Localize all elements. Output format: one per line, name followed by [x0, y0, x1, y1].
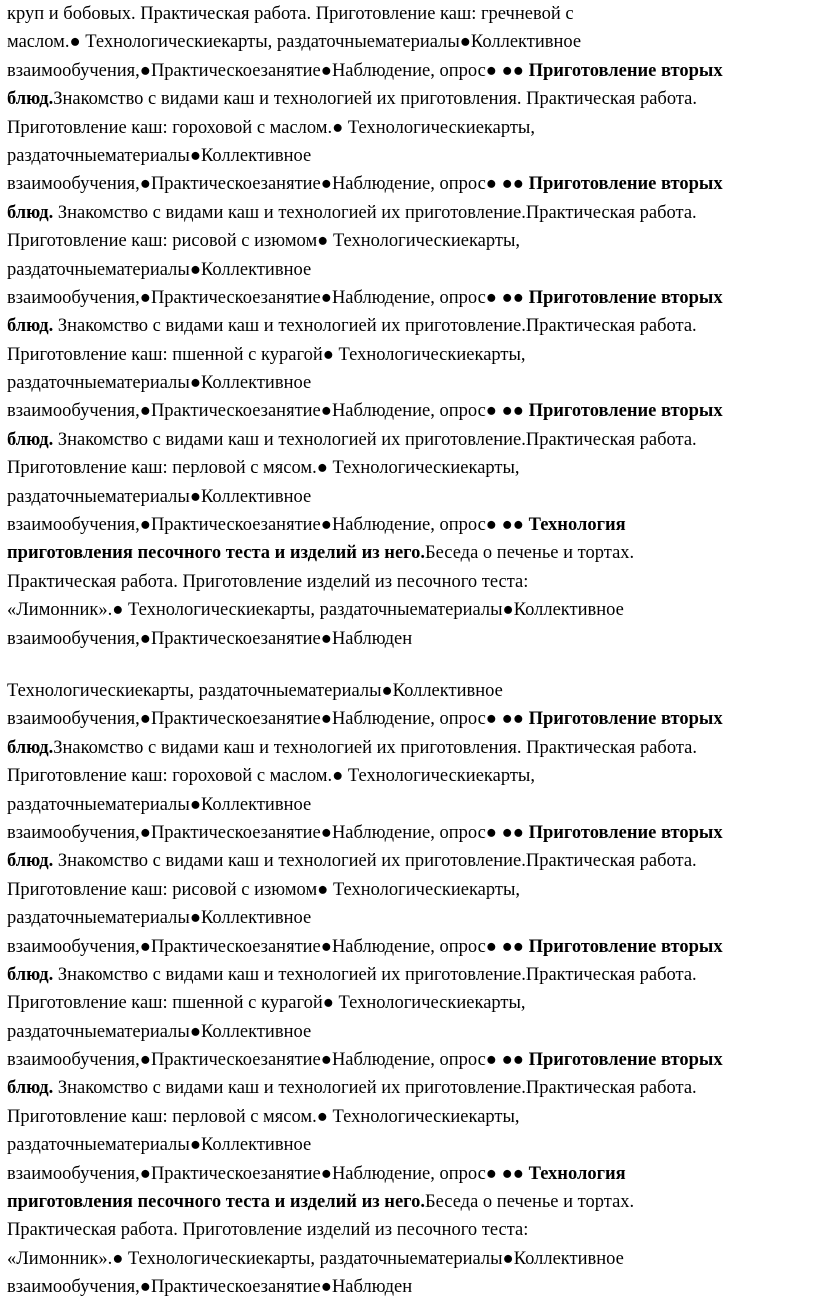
text-line — [7, 1245, 810, 1273]
text-line — [7, 0, 810, 28]
text-segment: Приготовление каш: гороховой с маслом.● Технологическиекарты, — [7, 766, 535, 787]
text-line — [7, 426, 810, 454]
bold-text-segment: Технология — [528, 515, 626, 536]
bold-text-segment: Приготовление вторых — [528, 401, 723, 422]
bold-text-segment: Приготовление вторых — [528, 936, 723, 957]
bold-text-segment: Приготовление вторых — [528, 60, 723, 81]
text-segment: Приготовление каш: перловой с мясом.● Технологическиекарты, — [7, 1106, 520, 1127]
bold-text-segment: блюд. — [7, 89, 54, 110]
text-line — [7, 483, 810, 511]
text-line — [7, 57, 810, 85]
text-segment: Беседа о печенье и тортах. — [424, 1192, 635, 1213]
text-segment: взаимообучения,●Практическоезанятие●Наблюдение, опрос● ●● — [7, 1163, 529, 1184]
text-segment: Знакомство с видами каш и технологией их приготовления. Практическая работа. — [53, 737, 697, 758]
text-segment: раздаточныематериалы●Коллективное — [7, 1135, 312, 1156]
text-line — [7, 705, 810, 733]
text-segment: взаимообучения,●Практическоезанятие●Наблюден — [7, 1277, 413, 1298]
text-line — [7, 1103, 810, 1131]
bold-text-segment: Технология — [528, 1163, 626, 1184]
text-line — [7, 677, 810, 705]
text-segment: раздаточныематериалы●Коллективное — [7, 145, 312, 166]
text-segment: Знакомство с видами каш и технологией их приготовление.Практическая работа. — [53, 1078, 697, 1099]
text-segment: Технологическиекарты, раздаточныематериалы●Коллективное — [7, 680, 503, 701]
text-line — [7, 199, 810, 227]
text-line — [7, 961, 810, 989]
text-segment: раздаточныематериалы●Коллективное — [7, 259, 312, 280]
text-line — [7, 876, 810, 904]
text-line — [7, 227, 810, 255]
text-line — [7, 904, 810, 932]
text-line — [7, 734, 810, 762]
text-segment: взаимообучения,●Практическоезанятие●Наблюден — [7, 628, 413, 649]
text-segment: Беседа о печенье и тортах. — [424, 543, 635, 564]
text-segment: раздаточныематериалы●Коллективное — [7, 486, 312, 507]
bold-text-segment: блюд. — [7, 429, 54, 450]
bold-text-segment: приготовления песочного теста и изделий из него. — [7, 543, 425, 564]
text-segment: взаимообучения,●Практическоезанятие●Наблюдение, опрос● ●● — [7, 1050, 529, 1071]
text-segment: Знакомство с видами каш и технологией их приготовления. Практическая работа. — [53, 89, 697, 110]
bold-text-segment: блюд. — [7, 1078, 54, 1099]
text-segment: Приготовление каш: пшенной с курагой● Технологическиекарты, — [7, 993, 526, 1014]
text-line — [7, 284, 810, 312]
bold-text-segment: Приготовление вторых — [528, 822, 723, 843]
text-segment: «Лимонник».● Технологическиекарты, раздаточныематериалы●Коллективное — [7, 1248, 624, 1269]
text-line — [7, 85, 810, 113]
text-line — [7, 596, 810, 624]
text-line — [7, 369, 810, 397]
text-line — [7, 762, 810, 790]
text-segment: раздаточныематериалы●Коллективное — [7, 373, 312, 394]
text-line — [7, 312, 810, 340]
text-segment: раздаточныематериалы●Коллективное — [7, 908, 312, 929]
text-block-1 — [7, 0, 810, 653]
text-segment: взаимообучения,●Практическоезанятие●Наблюдение, опрос● ●● — [7, 515, 529, 536]
text-line — [7, 568, 810, 596]
text-segment: взаимообучения,●Практическоезанятие●Наблюдение, опрос● ●● — [7, 936, 529, 957]
text-line — [7, 847, 810, 875]
text-line — [7, 933, 810, 961]
text-line — [7, 819, 810, 847]
bold-text-segment: Приготовление вторых — [528, 287, 723, 308]
text-segment: Знакомство с видами каш и технологией их приготовление.Практическая работа. — [53, 851, 697, 872]
text-segment: взаимообучения,●Практическоезанятие●Наблюдение, опрос● ●● — [7, 822, 529, 843]
text-line — [7, 1216, 810, 1244]
text-block-2 — [7, 653, 810, 1302]
text-segment: круп и бобовых. Практическая работа. Приготовление каш: гречневой с — [7, 4, 574, 24]
text-segment: Практическая работа. Приготовление изделий из песочного теста: — [7, 571, 529, 592]
bold-text-segment: Приготовление вторых — [528, 1050, 723, 1071]
text-line — [7, 142, 810, 170]
text-line — [7, 341, 810, 369]
bold-text-segment: блюд. — [7, 737, 54, 758]
text-segment: взаимообучения,●Практическоезанятие●Наблюдение, опрос● ●● — [7, 174, 529, 195]
bold-text-segment: блюд. — [7, 851, 54, 872]
bold-text-segment: Приготовление вторых — [528, 709, 723, 730]
text-segment: Приготовление каш: перловой с мясом.● Технологическиекарты, — [7, 458, 520, 479]
text-line — [7, 256, 810, 284]
text-segment: взаимообучения,●Практическоезанятие●Наблюдение, опрос● ●● — [7, 401, 529, 422]
text-segment: Знакомство с видами каш и технологией их приготовление.Практическая работа. — [53, 964, 697, 985]
text-line — [7, 989, 810, 1017]
text-segment: Приготовление каш: пшенной с курагой● Технологическиекарты, — [7, 344, 526, 365]
text-line — [7, 1160, 810, 1188]
text-segment: взаимообучения,●Практическоезанятие●Наблюдение, опрос● ●● — [7, 709, 529, 730]
bold-text-segment: блюд. — [7, 202, 54, 223]
text-line — [7, 28, 810, 56]
text-segment: Знакомство с видами каш и технологией их приготовление.Практическая работа. — [53, 202, 697, 223]
text-line — [7, 1046, 810, 1074]
text-line — [7, 1131, 810, 1159]
text-segment: Приготовление каш: рисовой с изюмом● Технологическиекарты, — [7, 879, 521, 900]
text-line — [7, 625, 810, 653]
text-segment: взаимообучения,●Практическоезанятие●Наблюдение, опрос● ●● — [7, 60, 529, 81]
text-segment: маслом.● Технологическиекарты, раздаточныематериалы●Коллективное — [7, 32, 582, 53]
text-segment: раздаточныематериалы●Коллективное — [7, 1021, 312, 1042]
text-line — [7, 397, 810, 425]
text-segment: Приготовление каш: рисовой с изюмом● Технологическиекарты, — [7, 231, 521, 252]
text-line — [7, 1018, 810, 1046]
text-line — [7, 114, 810, 142]
text-line — [7, 1074, 810, 1102]
text-line — [7, 1273, 810, 1301]
text-segment: раздаточныематериалы●Коллективное — [7, 794, 312, 815]
text-line — [7, 1188, 810, 1216]
text-line — [7, 539, 810, 567]
text-segment: Практическая работа. Приготовление изделий из песочного теста: — [7, 1220, 529, 1241]
text-segment: Знакомство с видами каш и технологией их приготовление.Практическая работа. — [53, 429, 697, 450]
text-segment: «Лимонник».● Технологическиекарты, раздаточныематериалы●Коллективное — [7, 600, 624, 621]
text-line — [7, 454, 810, 482]
text-segment: Приготовление каш: гороховой с маслом.● Технологическиекарты, — [7, 117, 535, 138]
text-line — [7, 170, 810, 198]
bold-text-segment: блюд. — [7, 316, 54, 337]
bold-text-segment: Приготовление вторых — [528, 174, 723, 195]
text-segment: Знакомство с видами каш и технологией их приготовление.Практическая работа. — [53, 316, 697, 337]
bold-text-segment: приготовления песочного теста и изделий из него. — [7, 1192, 425, 1213]
text-line — [7, 791, 810, 819]
bold-text-segment: блюд. — [7, 964, 54, 985]
text-line — [7, 511, 810, 539]
text-segment: взаимообучения,●Практическоезанятие●Наблюдение, опрос● ●● — [7, 287, 529, 308]
